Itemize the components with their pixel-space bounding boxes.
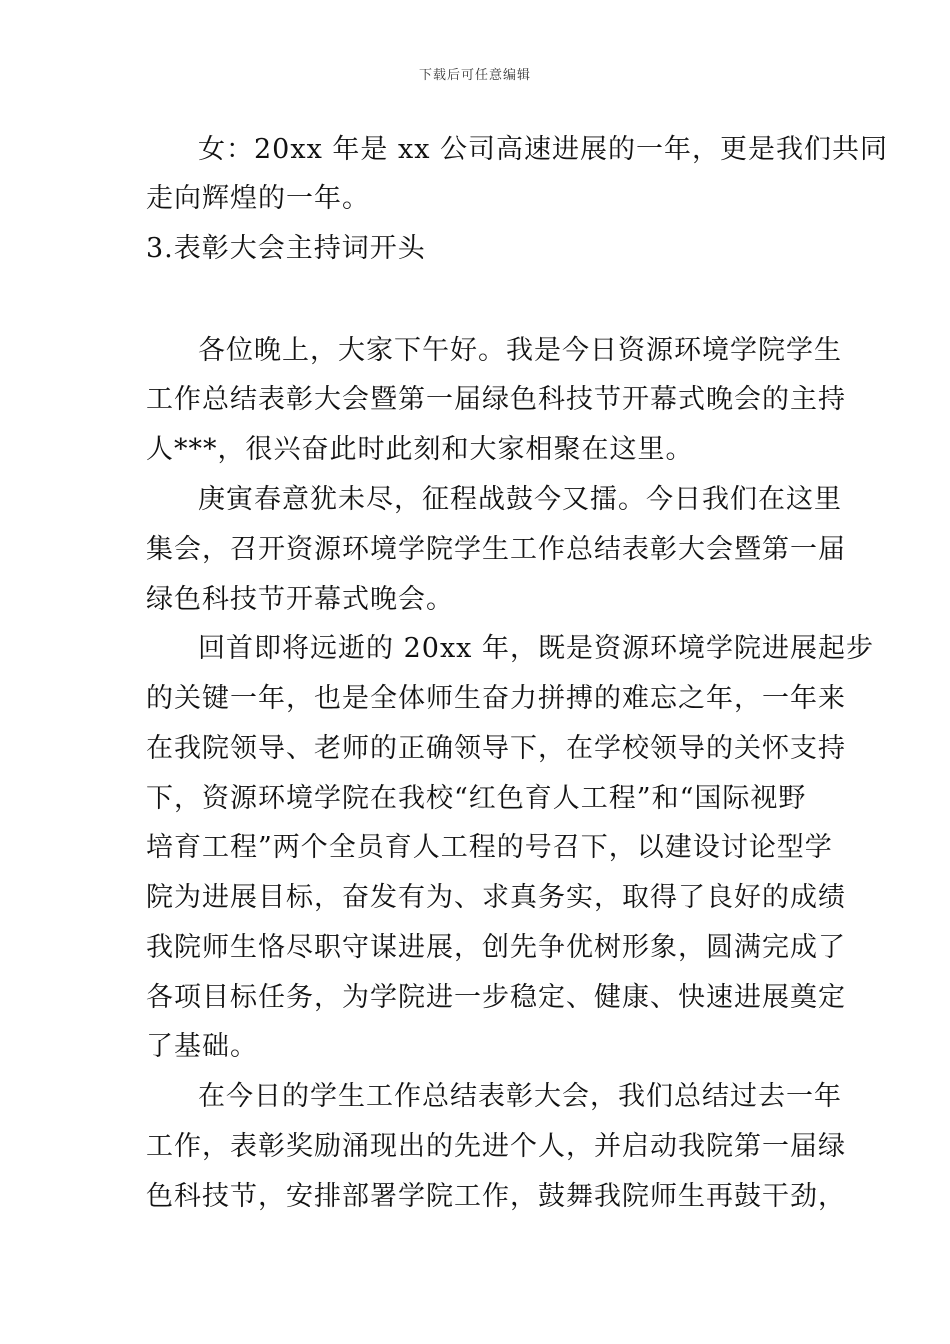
- body-line: 工作，表彰奖励涌现出的先进个人，并启动我院第一届绿: [146, 1131, 846, 1162]
- body-line: 我院师生恪尽职守谋进展，创先争优树形象，圆满完成了: [146, 932, 846, 963]
- body-line: 走向辉煌的一年。: [146, 183, 370, 214]
- body-line: 集会，召开资源环境学院学生工作总结表彰大会暨第一届: [146, 534, 846, 565]
- body-line: 下，资源环境学院在我校“红色育人工程”和“国际视野: [146, 783, 807, 814]
- body-line: 各项目标任务，为学院进一步稳定、健康、快速进展奠定: [146, 982, 846, 1013]
- body-line: 院为进展目标，奋发有为、求真务实，取得了良好的成绩: [146, 882, 846, 913]
- body-line: 色科技节，安排部署学院工作，鼓舞我院师生再鼓干劲，: [146, 1181, 846, 1212]
- body-line: 的关键一年，也是全体师生奋力拼搏的难忘之年，一年来: [146, 683, 846, 714]
- body-line: 庚寅春意犹未尽，征程战鼓今又擂。今日我们在这里: [198, 484, 842, 515]
- body-line: 了基础。: [146, 1031, 258, 1062]
- body-line: 在我院领导、老师的正确领导下，在学校领导的关怀支持: [146, 733, 846, 764]
- body-line: 在今日的学生工作总结表彰大会，我们总结过去一年: [198, 1081, 842, 1112]
- body-line: 工作总结表彰大会暨第一届绿色科技节开幕式晚会的主持: [146, 384, 846, 415]
- body-line: 绿色科技节开幕式晚会。: [146, 584, 454, 615]
- body-line: 女：20xx 年是 xx 公司高速进展的一年，更是我们共同: [198, 134, 889, 165]
- body-line: 各位晚上，大家下午好。我是今日资源环境学院学生: [198, 335, 842, 366]
- page-header: 下载后可任意编辑: [418, 68, 531, 83]
- body-line: 回首即将远逝的 20xx 年，既是资源环境学院进展起步: [198, 633, 874, 664]
- body-line: 培育工程”两个全员育人工程的号召下，以建设讨论型学: [146, 832, 833, 863]
- body-line: 人***，很兴奋此时此刻和大家相聚在这里。: [146, 434, 694, 465]
- section-heading: 3.表彰大会主持词开头: [146, 233, 426, 264]
